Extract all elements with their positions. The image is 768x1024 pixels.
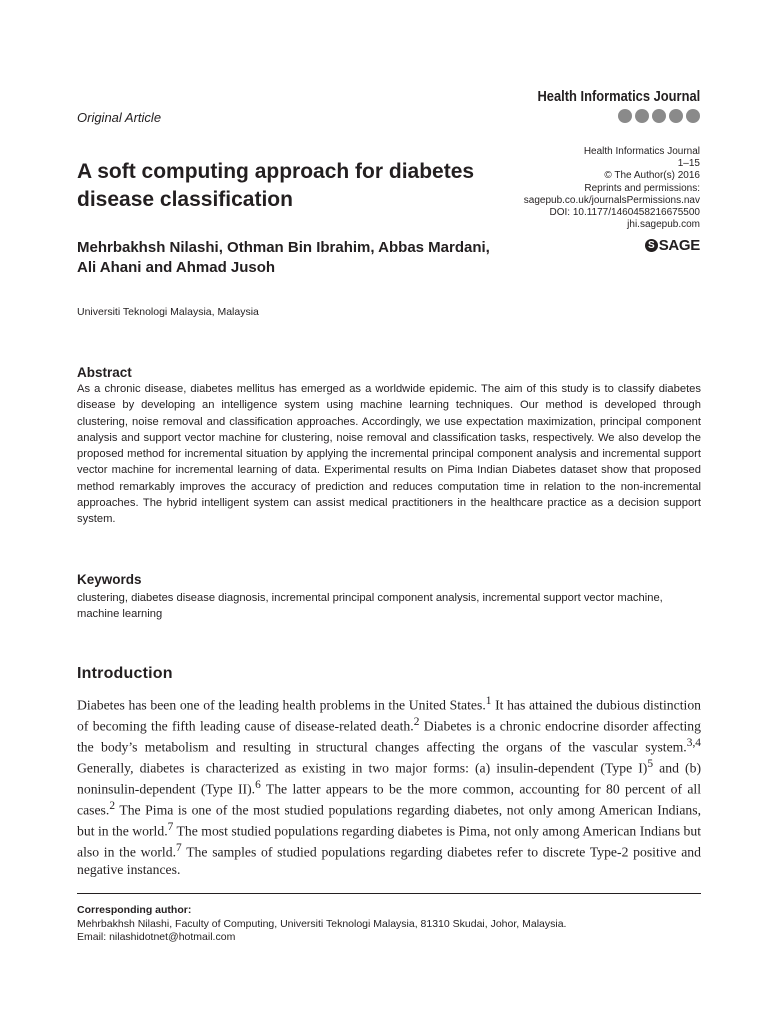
meta-pages: 1–15 bbox=[677, 158, 700, 170]
meta-doi[interactable]: DOI: 10.1177/1460458216675500 bbox=[549, 207, 700, 219]
citation-ref[interactable]: 6 bbox=[255, 778, 261, 791]
intro-text-run: and (b) noninsulin-dependent (Type II). bbox=[77, 760, 701, 797]
author-affiliation: Universiti Teknologi Malaysia, Malaysia bbox=[77, 306, 259, 318]
meta-reprints: Reprints and permissions: bbox=[584, 182, 700, 194]
journal-dots-logo bbox=[618, 109, 700, 123]
intro-text-run: Diabetes is a chronic endocrine disorder affecting the body’s metabolism and resulting in structural changes affecting the organs of the vascular system. bbox=[77, 718, 701, 755]
meta-journal-url[interactable]: jhi.sagepub.com bbox=[627, 219, 700, 231]
citation-ref[interactable]: 2 bbox=[413, 715, 420, 728]
citation-ref[interactable]: 3,4 bbox=[686, 736, 701, 749]
intro-text-run: The latter appears to be the more common, accounting for 80 percent of all cases. bbox=[77, 781, 701, 818]
sage-logo bbox=[645, 237, 700, 254]
dot-icon bbox=[635, 109, 649, 123]
abstract-heading: Abstract bbox=[77, 365, 132, 380]
intro-text-run: The most studied populations regarding diabetes is Pima, not only among American Indians but also in the world. bbox=[77, 823, 701, 860]
sage-wordmark: SAGE bbox=[658, 237, 700, 254]
dot-icon bbox=[669, 109, 683, 123]
article-authors: Mehrbakhsh Nilashi, Othman Bin Ibrahim, Abbas Mardani, Ali Ahani and Ahmad Jusoh bbox=[77, 239, 490, 276]
corresponding-author-note bbox=[77, 904, 701, 945]
citation-ref[interactable]: 1 bbox=[485, 695, 492, 707]
keywords-text: clustering, diabetes disease diagnosis, incremental principal component analysis, incremental support vector machine, machine learning bbox=[77, 592, 663, 620]
intro-text-run: The samples of studied populations regarding diabetes refer to discrete Type-2 positive and negative instances. bbox=[77, 844, 701, 877]
introduction-text bbox=[77, 693, 701, 878]
corresponding-author-label: Corresponding author: bbox=[77, 904, 192, 916]
intro-text-run: It has attained the dubious distinction of becoming the fifth leading cause of disease-related death. bbox=[77, 697, 702, 734]
citation-ref[interactable]: 7 bbox=[167, 820, 174, 833]
footnote-divider bbox=[77, 893, 701, 894]
introduction-heading: Introduction bbox=[77, 665, 173, 682]
abstract-text: As a chronic disease, diabetes mellitus has emerged as a worldwide epidemic. The aim of this study is to classify diabetes disease by developing an intelligence system using machine learning techniques. Our method is developed through clustering, noise removal and classification approaches. Accordingly, we use expectation maximization, principal component analysis and support vector machine for clustering, noise removal and classification tasks, respectively. We also develop the proposed method for incremental situation by applying the incremental principal component analysis and incremental support vector machine for incremental learning of data. Experimental results on Pima Indian Diabetes dataset show that proposed method remarkably improves the accuracy of prediction and reduces computation time in relation to the non-incremental approaches. The hybrid intelligent system can assist medical practitioners in the healthcare practice as a decision support system. bbox=[77, 383, 701, 526]
citation-ref[interactable]: 7 bbox=[176, 841, 182, 854]
meta-journal: Health Informatics Journal bbox=[583, 146, 700, 157]
dot-icon bbox=[618, 109, 632, 123]
intro-text-run: Generally, diabetes is characterized as existing in two major forms: (a) insulin-dependent (Type I) bbox=[77, 760, 648, 776]
citation-ref[interactable]: 2 bbox=[109, 799, 116, 812]
meta-copyright: © The Author(s) 2016 bbox=[604, 170, 700, 182]
article-type: Original Article bbox=[77, 110, 162, 125]
corresponding-author-address: Mehrbakhsh Nilashi, Faculty of Computing, Universiti Teknologi Malaysia, 81310 Skudai, Johor, Malaysia. bbox=[77, 917, 567, 930]
dot-icon bbox=[686, 109, 700, 123]
journal-name: Health Informatics Journal bbox=[537, 88, 700, 105]
keywords-heading: Keywords bbox=[77, 572, 142, 587]
meta-permissions-link[interactable]: sagepub.co.uk/journalsPermissions.nav bbox=[523, 194, 700, 206]
intro-text-run: Diabetes has been one of the leading health problems in the United States. bbox=[77, 697, 486, 713]
article-title: A soft computing approach for diabetes disease classification bbox=[77, 160, 475, 211]
intro-text-run: The Pima is one of the most studied populations regarding diabetes, not only among American Indians, but in the world. bbox=[77, 802, 701, 839]
citation-ref[interactable]: 5 bbox=[647, 757, 654, 770]
sage-s-icon: S bbox=[645, 239, 658, 252]
corresponding-author-email[interactable]: Email: nilashidotnet@hotmail.com bbox=[77, 931, 236, 944]
dot-icon bbox=[652, 109, 666, 123]
